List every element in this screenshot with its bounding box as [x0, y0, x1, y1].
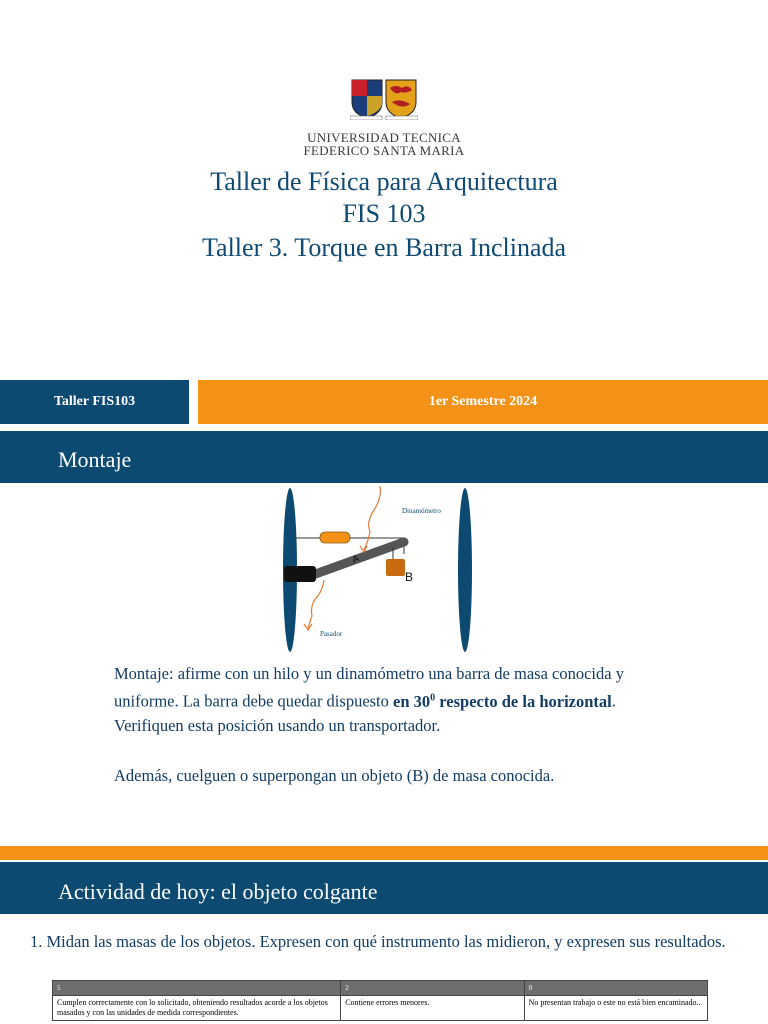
university-crest-logo [350, 78, 418, 120]
university-line-1: UNIVERSIDAD TECNICA [307, 130, 461, 145]
label-dinamometro: Dinamómetro [402, 507, 441, 515]
actividad-heading: Actividad de hoy: el objeto colgante [58, 879, 378, 904]
rubric-header-row [53, 981, 708, 996]
label-b: B [405, 570, 414, 584]
rubric-cell-2: Contiene errores menores. [341, 996, 524, 1021]
montaje-paragraph-1 [114, 662, 674, 738]
montaje-paragraph-2: Además, cuelguen o superpongan un objeto (B) de masa conocida. [114, 766, 555, 785]
rubric-cell-5: Cumplen correctamente con lo solicitado, obteniendo resultados acorde a los objetos masados y con las unidades de medida correspondientes. [53, 996, 341, 1021]
right-support [458, 488, 472, 652]
montaje-heading: Montaje [58, 447, 132, 472]
montaje-text-1: Montaje: afirme con un hilo y un dinamómetro una barra de masa conocida y uniforme. La barra debe quedar dispuesto [114, 664, 624, 711]
montaje-bold-sup: 0 [430, 692, 436, 703]
orange-divider [0, 846, 768, 860]
table-row [53, 996, 708, 1021]
hanging-object-b [386, 559, 405, 576]
semester-band: 1er Semestre 2024 [198, 380, 768, 424]
page-title-line-2: FIS 103 [342, 199, 426, 228]
arrow-pasador [308, 580, 324, 628]
actividad-section-bar [0, 862, 768, 914]
dynamometer [320, 532, 350, 543]
arrow-dinamometro [364, 486, 380, 550]
university-line-2: FEDERICO SANTA MARIA [303, 143, 465, 158]
montaje-text-2: . Verifiquen esta posición usando un transportador. [114, 691, 616, 735]
label-a: A [350, 553, 361, 566]
label-pasador: Pasador [320, 630, 343, 638]
montaje-section-bar [0, 431, 768, 483]
course-band: Taller FIS103 [0, 380, 189, 424]
montaje-bold-1: en 30 [393, 691, 431, 711]
page-title-line-3: Taller 3. Torque en Barra Inclinada [201, 233, 567, 262]
rubric-table [52, 980, 708, 1021]
montaje-bold-2: respecto de la horizontal [435, 691, 612, 711]
rubric-cell-0: No presentan trabajo o este no está bien encaminado.. [524, 996, 707, 1021]
rubric-header-5: 5 [53, 981, 341, 996]
pivot-block [284, 566, 316, 582]
question-1: 1. Midan las masas de los objetos. Expresen con qué instrumento las midieron, y expresen sus resultados. [30, 932, 726, 951]
rubric-header-2: 2 [341, 981, 524, 996]
rubric-header-0: 0 [524, 981, 707, 996]
university-name [280, 131, 488, 157]
montaje-diagram [270, 484, 480, 656]
page-title-line-1: Taller de Física para Arquitectura [210, 167, 558, 196]
